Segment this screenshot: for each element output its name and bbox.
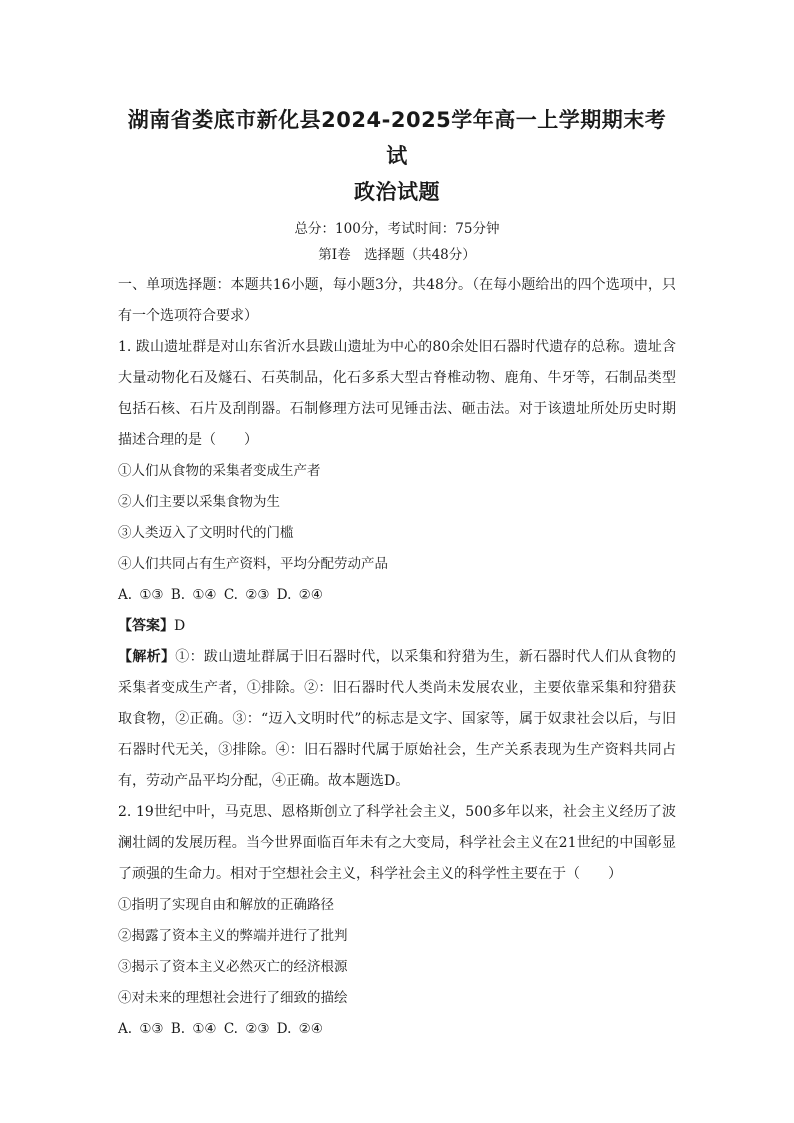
section-heading: 第Ⅰ卷 选择题（共48分） [318,247,476,263]
option-item: ④对未来的理想社会进行了细致的描绘 [118,990,348,1006]
exam-info: 总分：100分，考试时间：75分钟 [294,221,500,237]
analysis [118,642,676,797]
option-item: ①人们从食物的采集者变成生产者 [118,463,321,479]
question-2 [118,797,676,1045]
question-stem: 1. 跋山遗址群是对山东省沂水县跋山遗址为中心的80余处旧石器时代遗存的总称。遗址含大量动物化石及燧石、石英制品，化石多系大型古脊椎动物、鹿角、牛牙等，石制品类型包括石核、石片及刮削器。石制修理方法可见锤击法、砸击法。对于该遗址所处历史时期描述合理的是（ ） [118,339,676,448]
answer-value: D [174,618,186,634]
option-item: ④人们共同占有生产资料，平均分配劳动产品 [118,556,388,572]
answer-label: 【答案】 [118,618,174,634]
exam-title-line2: 政治试题 [354,180,440,204]
analysis-label: 【解析】 [118,649,176,665]
question-stem: 2. 19世纪中叶，马克思、恩格斯创立了科学社会主义，500多年以来，社会主义经历了波澜壮阔的发展历程。当今世界面临百年未有之大变局，科学社会主义在21世纪的中国彰显了顽强的生命力。相对于空想社会主义，科学社会主义的科学性主要在于（ ） [118,804,676,882]
answer-choices: A. ①③ B. ①④ C. ②③ D. ②④ [118,1021,323,1037]
option-item: ②揭露了资本主义的弊端并进行了批判 [118,928,348,944]
option-item: ③人类迈入了文明时代的门槛 [118,525,294,541]
option-item: ①指明了实现自由和解放的正确路径 [118,897,334,913]
option-item: ③揭示了资本主义必然灭亡的经济根源 [118,959,348,975]
option-item: ②人们主要以采集食物为生 [118,494,280,510]
page-content [118,102,676,1045]
instructions: 一、单项选择题：本题共16小题，每小题3分，共48分。（在每小题给出的四个选项中，只有一个选项符合要求） [118,277,676,324]
question-1 [118,332,676,797]
answer-choices: A. ①③ B. ①④ C. ②③ D. ②④ [118,587,323,603]
answer-line [118,611,676,642]
analysis-text: ①：跋山遗址群属于旧石器时代，以采集和狩猎为生，新石器时代人们从食物的采集者变成生产者，①排除。②：旧石器时代人类尚未发展农业，主要依靠采集和狩猎获取食物，②正确。③：“迈入文明时代”的标志是文字、国家等，属于奴隶社会以后，与旧石器时代无关，③排除。④：旧石器时代属于原始社会，生产关系表现为生产资料共同占有，劳动产品平均分配，④正确。故本题选D。 [118,649,677,789]
exam-title-line1: 湖南省娄底市新化县2024-2025学年高一上学期期末考试 [127,108,667,168]
